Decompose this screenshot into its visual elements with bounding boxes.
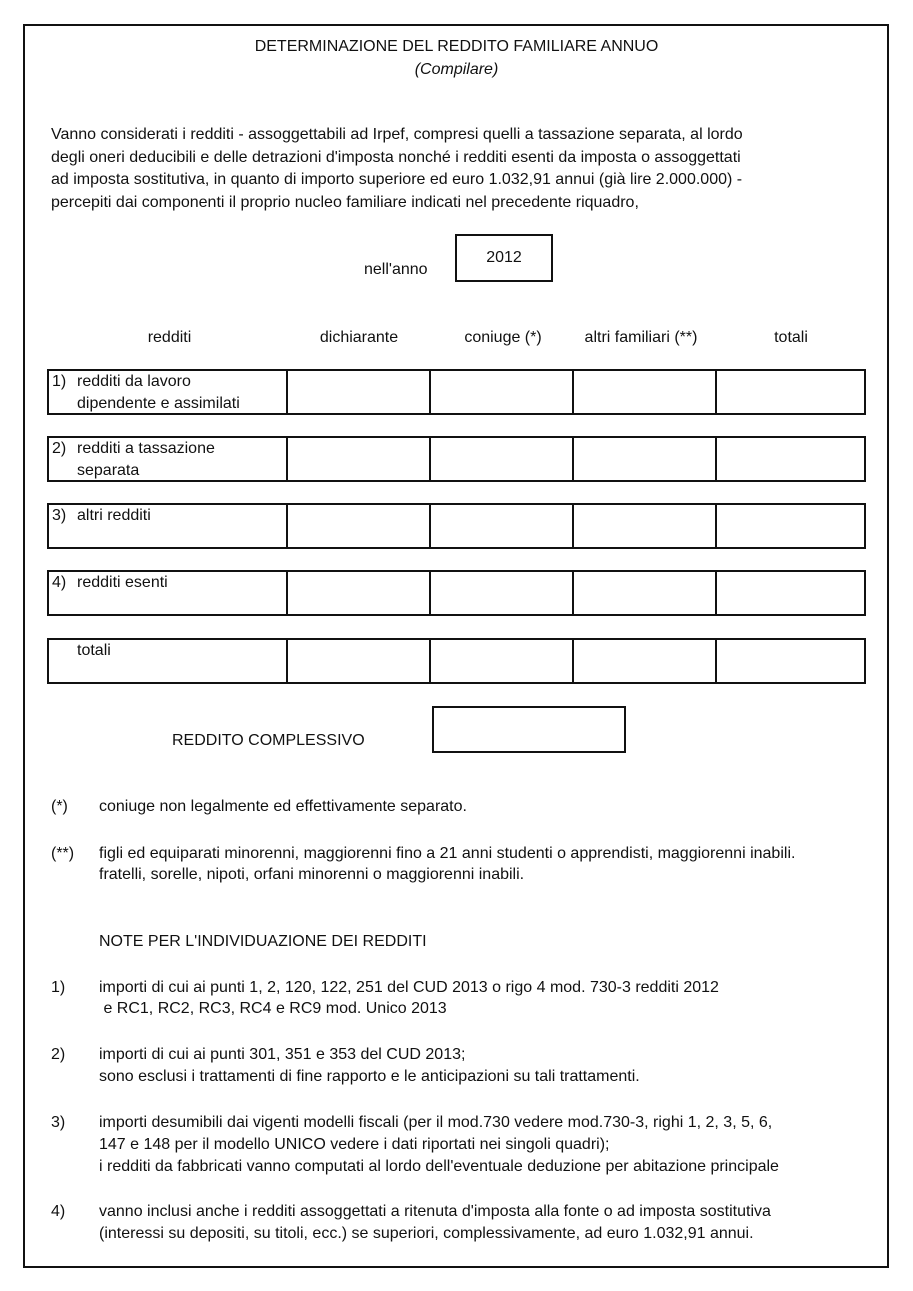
row-label-line: totali xyxy=(77,642,111,659)
cell-dichiarante[interactable] xyxy=(288,505,431,547)
note-text: vanno inclusi anche i redditi assoggettati a ritenuta d'imposta alla fonte o ad imposta sostitutiva xyxy=(99,1203,771,1220)
cell-dichiarante[interactable] xyxy=(288,572,431,614)
year-field[interactable]: 2012 xyxy=(455,234,553,282)
row-label-line: altri redditi xyxy=(77,507,151,524)
note-text: importi di cui ai punti 1, 2, 120, 122, 251 del CUD 2013 o rigo 4 mod. 730-3 redditi 2012 xyxy=(99,979,719,996)
table-row-tassazione-separata xyxy=(47,436,866,482)
row-label-line: redditi da lavoro xyxy=(77,373,191,390)
note-text: 147 e 148 per il modello UNICO vedere i dati riportati nei singoli quadri); xyxy=(99,1136,610,1153)
row-number: 4) xyxy=(52,574,67,591)
cell-coniuge[interactable] xyxy=(431,438,574,480)
note-text: i redditi da fabbricati vanno computati al lordo dell'eventuale deduzione per abitazione principale xyxy=(99,1158,779,1175)
cell-dichiarante[interactable] xyxy=(288,371,431,413)
note-text: importi desumibili dai vigenti modelli fiscali (per il mod.730 vedere mod.730-3, righi 1, 2, 3, 5, 6, xyxy=(99,1114,773,1131)
footnote-text: coniuge non legalmente ed effettivamente separato. xyxy=(99,798,467,815)
table-row-lavoro-dipendente xyxy=(47,369,866,415)
cell-totali[interactable] xyxy=(717,371,861,413)
cell-coniuge[interactable] xyxy=(431,505,574,547)
row-label-text xyxy=(77,572,168,594)
cell-totali[interactable] xyxy=(717,640,861,682)
note-text: sono esclusi i trattamenti di fine rapporto e le anticipazioni su tali trattamenti. xyxy=(99,1068,640,1085)
row-label-text xyxy=(77,371,240,415)
row-label-text xyxy=(77,640,111,662)
form-title: DETERMINAZIONE DEL REDDITO FAMILIARE ANNUO xyxy=(254,38,659,55)
row-label xyxy=(49,572,288,614)
row-label xyxy=(49,640,288,682)
cell-totali[interactable] xyxy=(717,572,861,614)
note-mark: 1) xyxy=(51,979,66,996)
row-label-text xyxy=(77,505,151,527)
cell-altri-familiari[interactable] xyxy=(574,505,717,547)
note-text: e RC1, RC2, RC3, RC4 e RC9 mod. Unico 2013 xyxy=(99,1000,447,1017)
intro-line: Vanno considerati i redditi - assoggettabili ad Irpef, compresi quelli a tassazione separata, al lordo xyxy=(51,126,743,143)
cell-dichiarante[interactable] xyxy=(288,438,431,480)
intro-line: degli oneri deducibili e delle detrazioni d'imposta nonché i redditi esenti da imposta o assoggettati xyxy=(51,148,741,166)
column-header-totali: totali xyxy=(774,329,808,346)
note-mark: 3) xyxy=(51,1114,66,1131)
column-header-dichiarante: dichiarante xyxy=(319,329,399,346)
row-label-line: redditi a tassazione xyxy=(77,440,215,457)
row-label-line: redditi esenti xyxy=(77,574,168,591)
form-subtitle: (Compilare) xyxy=(414,61,499,78)
cell-coniuge[interactable] xyxy=(431,640,574,682)
year-label: nell'anno xyxy=(364,261,428,278)
row-label-text xyxy=(77,438,215,482)
cell-coniuge[interactable] xyxy=(431,371,574,413)
column-header-redditi: redditi xyxy=(147,329,192,346)
note-text: (interessi su depositi, su titoli, ecc.) se superiori, complessivamente, ad euro 1.032,91 annui. xyxy=(99,1225,754,1242)
cell-dichiarante[interactable] xyxy=(288,640,431,682)
intro-line: percepiti dai componenti il proprio nucleo familiare indicati nel precedente riquadro, xyxy=(51,193,639,211)
row-number: 2) xyxy=(52,440,67,457)
row-label xyxy=(49,505,288,547)
column-header-coniuge: coniuge (*) xyxy=(464,329,542,346)
notes-heading: NOTE PER L'INDIVIDUAZIONE DEI REDDITI xyxy=(99,933,427,950)
table-row-altri-redditi xyxy=(47,503,866,549)
cell-coniuge[interactable] xyxy=(431,572,574,614)
row-label xyxy=(49,438,288,480)
cell-totali[interactable] xyxy=(717,505,861,547)
cell-totali[interactable] xyxy=(717,438,861,480)
table-row-redditi-esenti xyxy=(47,570,866,616)
intro-paragraph xyxy=(51,124,871,214)
intro-line: ad imposta sostitutiva, in quanto di importo superiore ed euro 1.032,91 annui (già lire 2.000.000) - xyxy=(51,171,743,188)
cell-altri-familiari[interactable] xyxy=(574,438,717,480)
table-row-totali xyxy=(47,638,866,684)
note-mark: 4) xyxy=(51,1203,66,1220)
cell-altri-familiari[interactable] xyxy=(574,572,717,614)
note-mark: 2) xyxy=(51,1046,66,1063)
row-number: 3) xyxy=(52,507,67,524)
column-header-altri-familiari: altri familiari (**) xyxy=(584,329,698,346)
footnote-mark: (**) xyxy=(51,845,75,862)
row-label xyxy=(49,371,288,413)
reddito-complessivo-label: REDDITO COMPLESSIVO xyxy=(172,732,365,749)
row-label-line: separata xyxy=(77,462,140,479)
note-text: importi di cui ai punti 301, 351 e 353 del CUD 2013; xyxy=(99,1046,466,1063)
footnote-mark: (*) xyxy=(51,798,68,815)
row-label-line: dipendente e assimilati xyxy=(77,395,240,412)
footnote-text: figli ed equiparati minorenni, maggiorenni fino a 21 anni studenti o apprendisti, maggiorenni inabili. xyxy=(99,845,796,862)
cell-altri-familiari[interactable] xyxy=(574,640,717,682)
cell-altri-familiari[interactable] xyxy=(574,371,717,413)
row-number: 1) xyxy=(52,373,67,390)
reddito-complessivo-field[interactable] xyxy=(432,706,626,753)
footnote-text: fratelli, sorelle, nipoti, orfani minorenni o maggiorenni inabili. xyxy=(99,866,525,883)
